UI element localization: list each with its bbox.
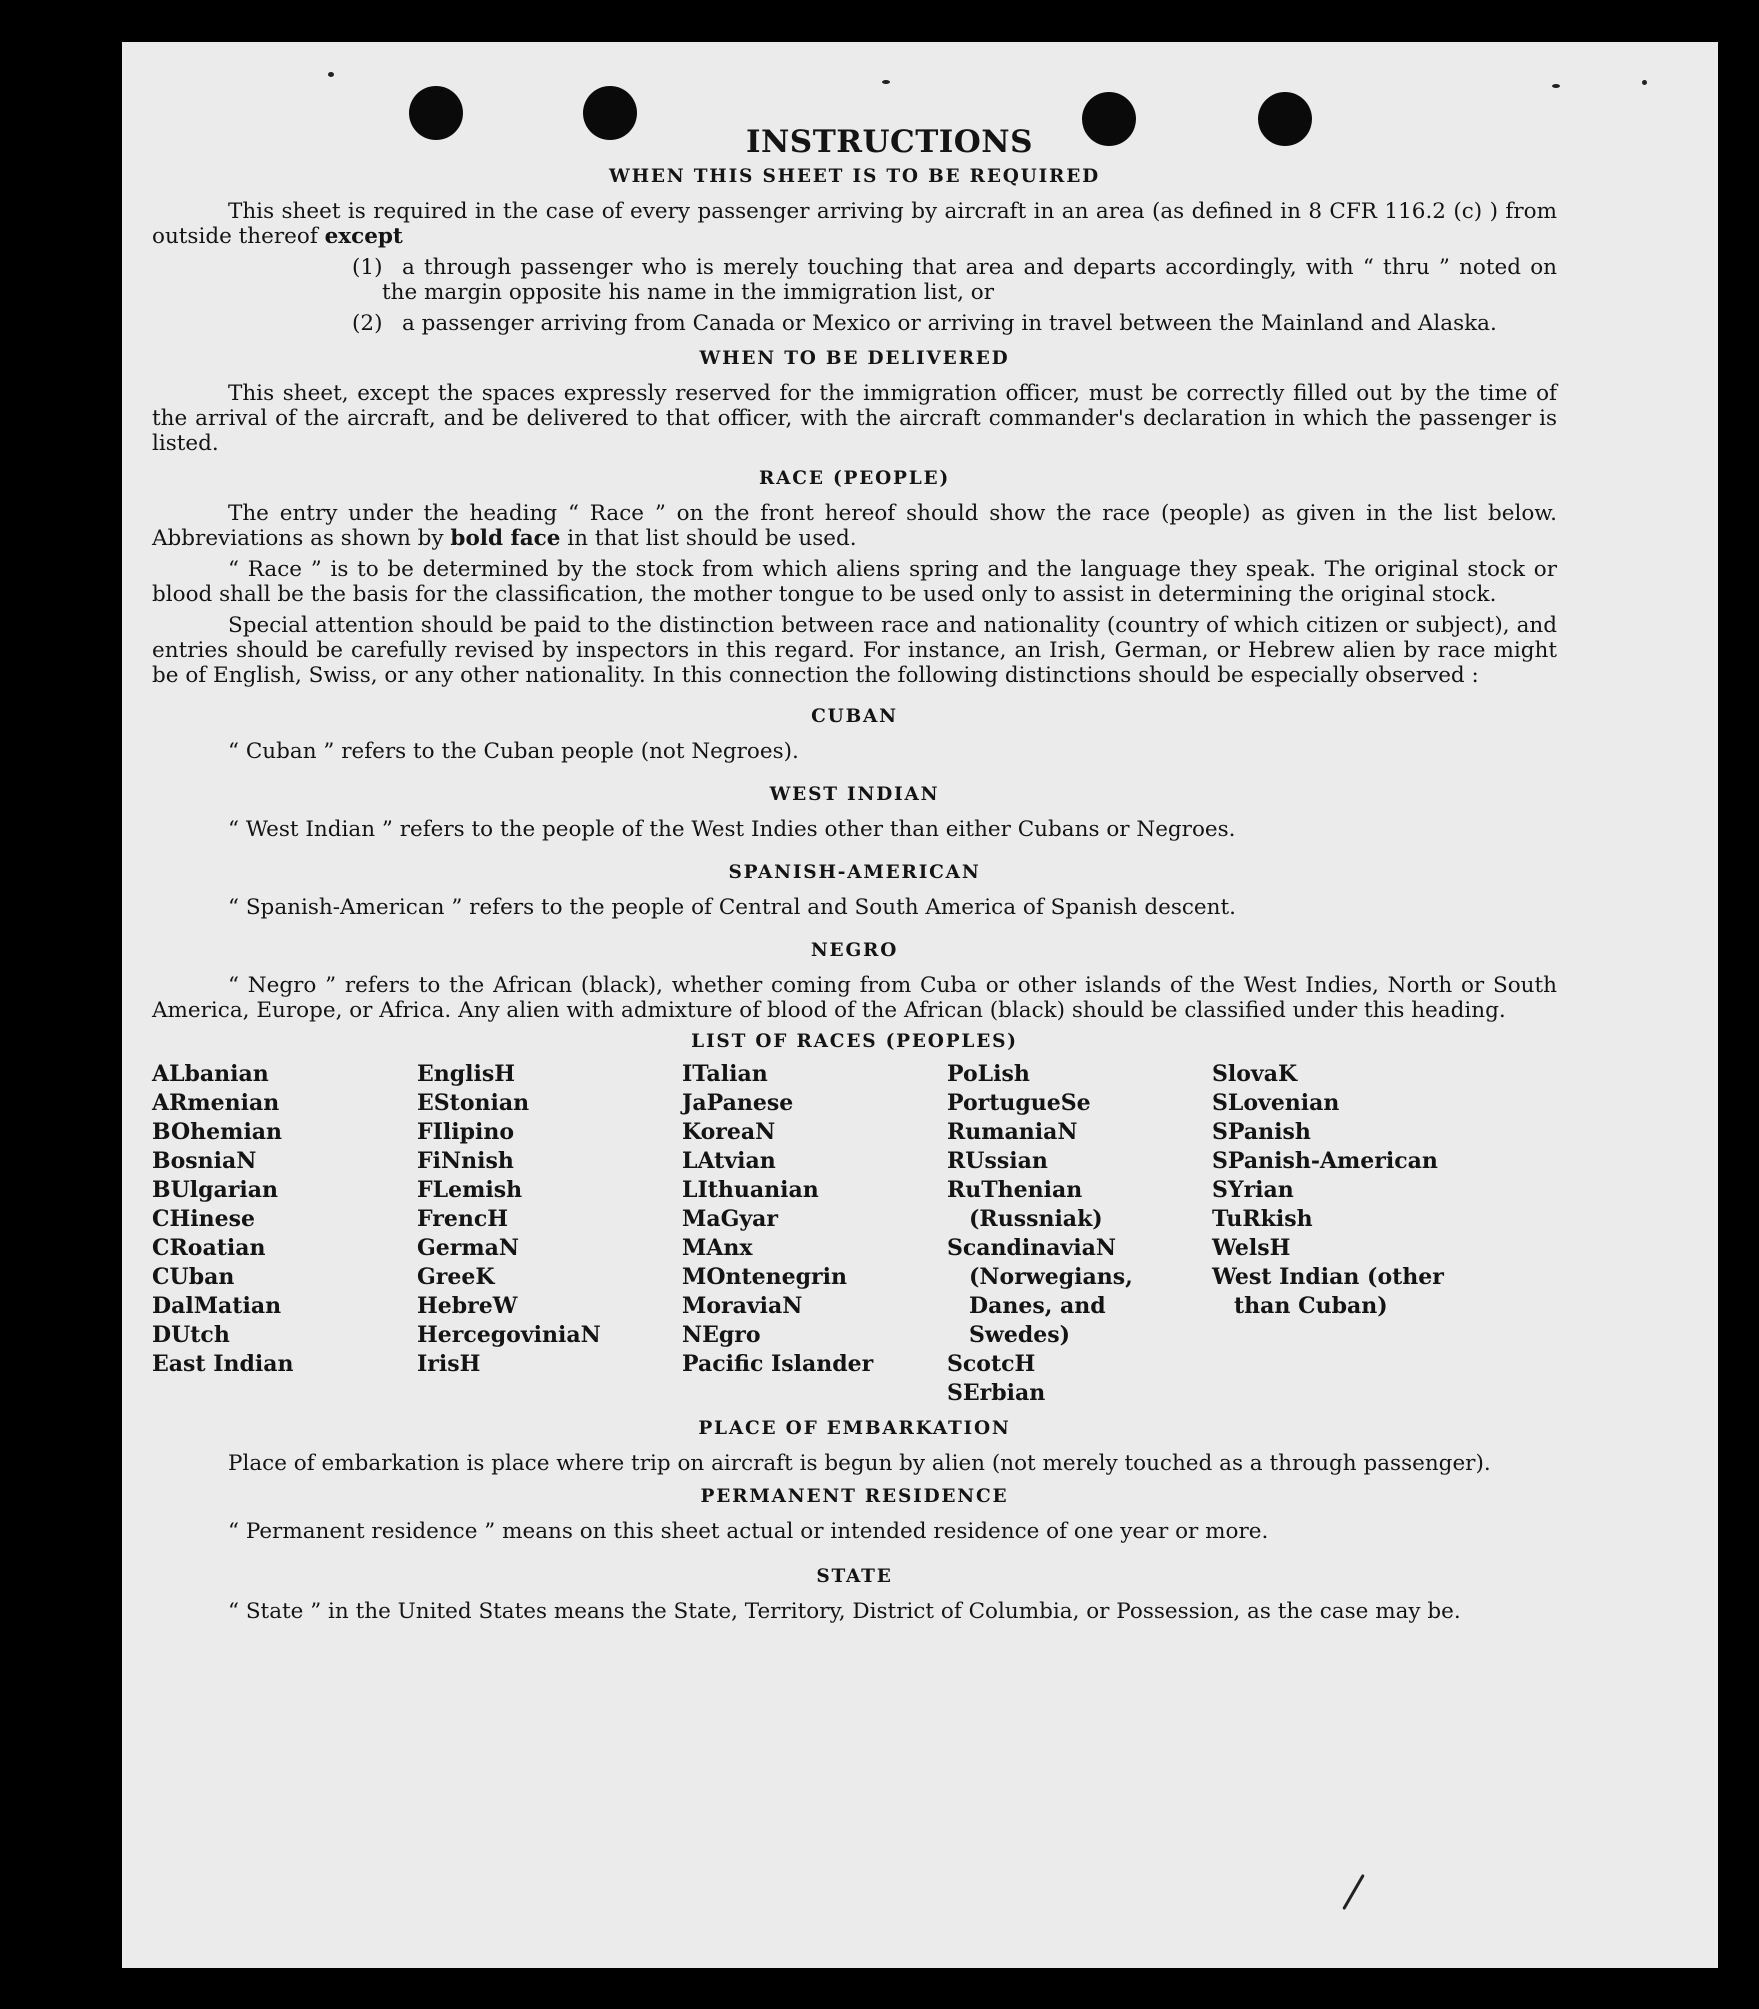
exception-item-1: (1) a through passenger who is merely touching that area and departs accordingly, with “ thru ” noted on the margin opposite his name in the immigration list, or [352,255,1557,305]
speck [1642,80,1647,85]
race-entry: BosniaN [152,1148,257,1174]
race-entry: FrencH [417,1206,508,1232]
race-entry: TuRkish [1212,1206,1313,1232]
heading-permanent-residence: PERMANENT RESIDENCE [700,1486,1009,1507]
race-entry: SLovenian [1212,1090,1340,1116]
race-entry: RumaniaN [947,1119,1078,1145]
race-column-4 [947,1060,1212,1408]
race-entry: Pacific Islander [682,1351,874,1377]
race-entry: JaPanese [682,1090,794,1116]
race-entry: CHinese [152,1206,256,1232]
heading-negro: NEGRO [810,940,899,961]
race-entry: LAtvian [682,1148,776,1174]
race-entry: EnglisH [417,1061,516,1087]
speck [1552,84,1560,88]
heading-embarkation: PLACE OF EMBARKATION [698,1418,1011,1439]
speck [328,72,334,77]
paragraph-when-required: This sheet is required in the case of every passenger arriving by aircraft in an area (as defined in 8 CFR 116.2 (c) ) from outside thereof except [152,199,1557,249]
race-entry: FiNnish [417,1148,514,1174]
race-entry: GermaN [417,1235,520,1261]
race-list [152,1060,1557,1408]
paragraph-state: “ State ” in the United States means the State, Territory, District of Columbia, or Possession, as the case may be. [228,1599,1461,1624]
race-entry: SErbian [947,1380,1046,1406]
heading-cuban: CUBAN [811,706,898,727]
heading-race: RACE (PEOPLE) [758,468,951,489]
paragraph-when-delivered: This sheet, except the spaces expressly reserved for the immigration officer, must be correctly filled out by the time of the arrival of the aircraft, and be delivered to that officer, with the aircraft commander's declaration in which the passenger is listed. [152,381,1557,456]
race-column-3 [682,1060,947,1408]
heading-west-indian: WEST INDIAN [769,784,940,805]
pen-mark [1342,1874,1365,1910]
race-entry: CRoatian [152,1235,266,1261]
race-column-2 [417,1060,682,1408]
race-entry: RUssian [947,1148,1048,1174]
instructions-body [152,122,1557,1630]
race-entry: MoraviaN [682,1293,803,1319]
race-entry: DalMatian [152,1293,282,1319]
race-entry: MAnx [682,1235,753,1261]
race-entry: LIthuanian [682,1177,819,1203]
race-entry: KoreaN [682,1119,776,1145]
paragraph-west-indian: “ West Indian ” refers to the people of the West Indies other than either Cubans or Negroes. [228,817,1236,842]
race-entry: BOhemian [152,1119,283,1145]
race-entry: SPanish-American [1212,1148,1438,1174]
paragraph-race-1: The entry under the heading “ Race ” on the front hereof should show the race (people) as given in the list below. Abbreviations as shown by bold face in that list should be used. [152,501,1557,551]
race-entry: ARmenian [152,1090,280,1116]
page-title: INSTRUCTIONS [745,124,1034,160]
paragraph-spanish-american: “ Spanish-American ” refers to the people of Central and South America of Spanish descent. [228,895,1236,920]
paragraph-race-2: “ Race ” is to be determined by the stock from which aliens spring and the language they speak. The original stock or blood shall be the basis for the classification, the mother tongue to be used only to assist in determining the original stock. [152,557,1557,607]
race-entry: GreeK [417,1264,495,1290]
heading-when-delivered: WHEN TO BE DELIVERED [699,348,1010,369]
race-entry: IrisH [417,1351,481,1377]
race-entry: FIlipino [417,1119,515,1145]
race-entry: EStonian [417,1090,530,1116]
race-entry: East Indian [152,1351,294,1377]
race-entry: FLemish [417,1177,523,1203]
paragraph-race-3: Special attention should be paid to the distinction between race and nationality (country of which citizen or subject), and entries should be carefully revised by inspectors in this regard. For instance, an Irish, German, or Hebrew alien by race might be of English, Swiss, or any other nationality. In this connection the following distinctions should be especially observed : [152,613,1557,688]
race-entry: West Indian (other than Cuban) [1212,1264,1444,1319]
race-entry: WelsH [1212,1235,1291,1261]
heading-when-required: WHEN THIS SHEET IS TO BE REQUIRED [609,166,1100,187]
race-entry: SYrian [1212,1177,1294,1203]
race-entry: PoLish [947,1061,1030,1087]
heading-list-of-races: LIST OF RACES (PEOPLES) [691,1031,1018,1052]
race-entry: BUlgarian [152,1177,278,1203]
race-column-5 [1212,1060,1462,1408]
race-entry: DUtch [152,1322,230,1348]
paragraph-permanent-residence: “ Permanent residence ” means on this sheet actual or intended residence of one year or more. [228,1519,1269,1544]
race-entry: MOntenegrin [682,1264,847,1290]
race-entry: NEgro [682,1322,761,1348]
race-entry: CUban [152,1264,235,1290]
race-entry: SPanish [1212,1119,1311,1145]
paragraph-negro: “ Negro ” refers to the African (black), whether coming from Cuba or other islands of the West Indies, North or South America, Europe, or Africa. Any alien with admixture of blood of the African (black) should be classified under this heading. [152,973,1557,1023]
race-entry: SlovaK [1212,1061,1298,1087]
heading-state: STATE [816,1566,893,1587]
race-entry: PortugueSe [947,1090,1091,1116]
heading-spanish-american: SPANISH-AMERICAN [728,862,981,883]
paragraph-embarkation: Place of embarkation is place where trip on aircraft is begun by alien (not merely touched as a through passenger). [228,1451,1491,1476]
race-entry: RuThenian (Russniak) [947,1177,1103,1232]
race-entry: HebreW [417,1293,518,1319]
race-column-1 [152,1060,417,1408]
paragraph-cuban: “ Cuban ” refers to the Cuban people (not Negroes). [228,739,799,764]
race-entry: ALbanian [152,1061,269,1087]
race-entry: ScotcH [947,1351,1036,1377]
exception-item-2: (2) a passenger arriving from Canada or Mexico or arriving in travel between the Mainland and Alaska. [352,311,1497,336]
race-entry: ITalian [682,1061,768,1087]
race-entry: MaGyar [682,1206,779,1232]
speck [882,80,890,84]
race-entry: HercegoviniaN [417,1322,601,1348]
race-entry: ScandinaviaN (Norwegians, Danes, and Swedes) [947,1235,1133,1348]
